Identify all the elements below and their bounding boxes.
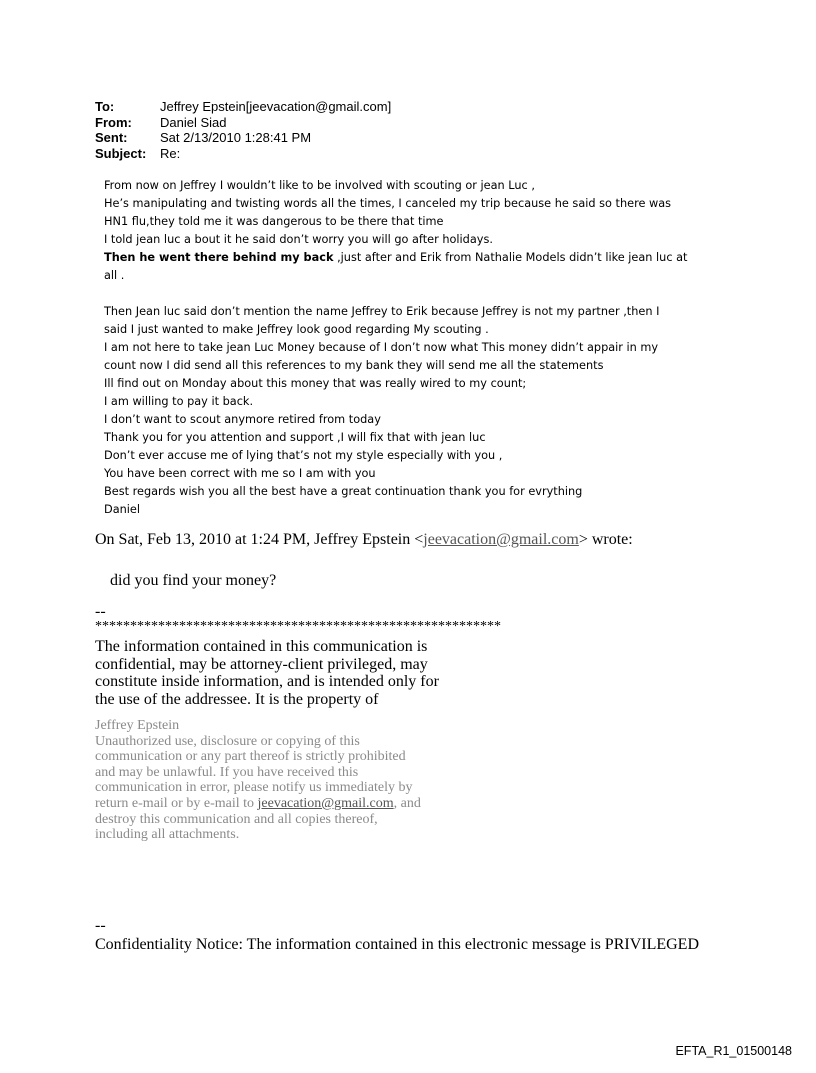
body-line: Then Jean luc said don’t mention the name Jeffrey to Erik because Jeffrey is not my partner ,then I [104,305,660,318]
confidentiality-notice: Confidentiality Notice: The information contained in this electronic message is PRIVILEGED [95,936,700,953]
conf-line: the use of the addressee. It is the property of [95,690,379,708]
from-row [95,115,391,131]
body-line: Don’t ever accuse me of lying that’s not my style especially with you , [104,449,503,462]
sent-label: Sent: [95,130,128,145]
body-line: said I just wanted to make Jeffrey look good regarding My scouting . [104,323,489,336]
return-after: , and [393,795,421,811]
notice-separator: -- [95,917,106,934]
body-line: all . [104,269,125,282]
sent-row [95,130,391,146]
quoted-message: did you find your money? [110,572,277,589]
to-row [95,99,391,115]
quote-intro-before: On Sat, Feb 13, 2010 at 1:24 PM, Jeffrey Epstein < [95,531,424,548]
subject-value: Re: [160,145,181,161]
conf-line: constitute inside information, and is intended only for [95,673,439,691]
conf-line: destroy this communication and all copies thereof, [95,811,378,827]
conf-line: Jeffrey Epstein [95,718,180,733]
body-line: HN1 flu,they told me it was dangerous to be there that time [104,215,444,228]
paragraph-gap [104,285,744,303]
email-header [95,99,391,161]
body-line [104,249,744,267]
sent-value: Sat 2/13/2010 1:28:41 PM [160,130,312,145]
body-line: I don’t want to scout anymore retired from today [104,413,381,426]
bold-rest: ,just after and Erik from Nathalie Models didn’t like jean luc at [333,251,688,264]
conf-line: The information contained in this communication is [95,638,428,655]
conf-line: communication or any part thereof is strictly prohibited [95,749,406,765]
confidentiality-black [95,638,475,708]
quote-email-link[interactable]: jeevacation@gmail.com [423,531,579,548]
body-line: Thank you for you attention and support ,I will fix that with jean luc [104,431,486,444]
subject-row [95,146,391,162]
conf-line: including all attachments. [95,827,240,843]
bates-number: EFTA_R1_01500148 [675,1044,792,1058]
body-line: I told jean luc a bout it he said don’t worry you will go after holidays. [104,233,493,246]
to-value: Jeffrey Epstein[jeevacation@gmail.com] [160,99,392,114]
to-label: To: [95,99,115,114]
conf-line: and may be unlawful. If you have received this [95,764,359,780]
signature-separator: -- [95,603,106,620]
quote-intro [95,531,633,549]
return-before: return e-mail or by e-mail to [95,795,258,811]
email-body [104,177,744,519]
body-line: You have been correct with me so I am with you [104,467,376,480]
from-label: From: [95,114,132,130]
from-value: Daniel Siad [160,114,227,130]
conf-line [95,796,515,812]
body-line: Ill find out on Monday about this money that was really wired to my count; [104,377,527,390]
return-email-link[interactable]: jeevacation@gmail.com [257,795,394,811]
body-line: Daniel [104,503,141,516]
body-line: I am willing to pay it back. [104,395,254,408]
quote-intro-after: > wrote: [578,531,633,548]
bold-phrase: Then he went there behind my back [104,251,334,264]
body-line: count now I did send all this references to my bank they will send me all the statements [104,359,604,372]
conf-line: Unauthorized use, disclosure or copying of this [95,733,360,749]
conf-line: confidential, may be attorney-client privileged, may [95,655,428,673]
subject-label: Subject: [95,145,147,161]
body-line: He’s manipulating and twisting words all the times, I canceled my trip because he said so there was [104,197,672,210]
confidentiality-gray [95,718,515,843]
body-line: From now on Jeffrey I wouldn’t like to be involved with scouting or jean Luc , [104,179,535,192]
conf-line: communication in error, please notify us immediately by [95,780,413,796]
body-line: I am not here to take jean Luc Money because of I don’t now what This money didn’t appair in my [104,341,659,354]
star-divider: ********************************************************** [95,619,501,634]
body-line: Best regards wish you all the best have a great continuation thank you for evrything [104,485,583,498]
